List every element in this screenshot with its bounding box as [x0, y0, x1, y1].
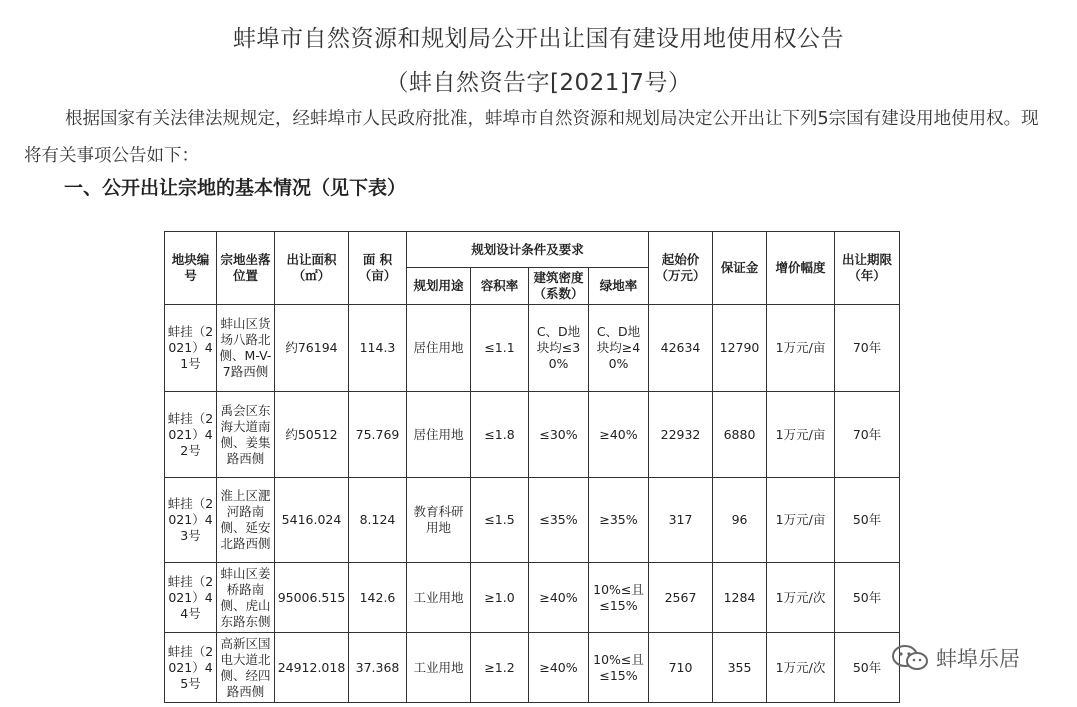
cell-plot-no: 蚌挂（2021）45号 — [165, 633, 217, 703]
cell-area-mu: 8.124 — [349, 478, 407, 563]
cell-plot-no: 蚌挂（2021）42号 — [165, 392, 217, 478]
cell-area-m2: 约50512 — [275, 392, 349, 478]
cell-use: 工业用地 — [407, 633, 471, 703]
cell-area-m2: 95006.515 — [275, 563, 349, 633]
header-plot-no: 地块编号 — [165, 232, 217, 305]
cell-start-price: 317 — [649, 478, 713, 563]
cell-green: 10%≤且≤15% — [589, 563, 649, 633]
watermark-text: 蚌埠乐居 — [936, 647, 1020, 671]
wechat-icon — [890, 644, 930, 672]
cell-location: 禹会区东海大道南侧、姜集路西侧 — [217, 392, 275, 478]
cell-plot-no: 蚌挂（2021）44号 — [165, 563, 217, 633]
cell-density: ≤35% — [529, 478, 589, 563]
cell-increment: 1万元/次 — [767, 633, 835, 703]
cell-area-m2: 约76194 — [275, 305, 349, 392]
cell-increment: 1万元/次 — [767, 563, 835, 633]
header-density: 建筑密度（系数） — [529, 268, 589, 305]
cell-term: 70年 — [835, 392, 900, 478]
header-increment: 增价幅度 — [767, 232, 835, 305]
header-area-mu: 面 积（亩） — [349, 232, 407, 305]
header-area-m2: 出让面积（㎡） — [275, 232, 349, 305]
table-row — [165, 478, 900, 563]
cell-deposit: 355 — [713, 633, 767, 703]
cell-use: 居住用地 — [407, 392, 471, 478]
intro-paragraph: 根据国家有关法律法规规定，经蚌埠市人民政府批准，蚌埠市自然资源和规划局决定公开出让下列5宗国有建设用地使用权。现将有关事项公告如下： — [24, 109, 1039, 166]
table-row — [165, 305, 900, 392]
cell-start-price: 42634 — [649, 305, 713, 392]
cell-use: 居住用地 — [407, 305, 471, 392]
cell-green: 10%≤且≤15% — [589, 633, 649, 703]
cell-far: ≤1.1 — [471, 305, 529, 392]
header-location: 宗地坐落位置 — [217, 232, 275, 305]
cell-start-price: 710 — [649, 633, 713, 703]
cell-area-mu: 114.3 — [349, 305, 407, 392]
cell-area-m2: 5416.024 — [275, 478, 349, 563]
cell-density: C、D地块均≤30% — [529, 305, 589, 392]
cell-far: ≥1.2 — [471, 633, 529, 703]
header-far: 容积率 — [471, 268, 529, 305]
cell-start-price: 2567 — [649, 563, 713, 633]
cell-area-m2: 24912.018 — [275, 633, 349, 703]
watermark — [890, 643, 1020, 673]
cell-deposit: 1284 — [713, 563, 767, 633]
cell-green: ≥35% — [589, 478, 649, 563]
cell-increment: 1万元/亩 — [767, 392, 835, 478]
cell-area-mu: 142.6 — [349, 563, 407, 633]
cell-deposit: 96 — [713, 478, 767, 563]
cell-far: ≥1.0 — [471, 563, 529, 633]
table-row — [165, 392, 900, 478]
cell-term: 50年 — [835, 478, 900, 563]
cell-increment: 1万元/亩 — [767, 305, 835, 392]
cell-plot-no: 蚌挂（2021）43号 — [165, 478, 217, 563]
cell-plot-no: 蚌挂（2021）41号 — [165, 305, 217, 392]
cell-green: C、D地块均≥40% — [589, 305, 649, 392]
cell-density: ≥40% — [529, 633, 589, 703]
header-green: 绿地率 — [589, 268, 649, 305]
cell-green: ≥40% — [589, 392, 649, 478]
cell-start-price: 22932 — [649, 392, 713, 478]
table-row — [165, 563, 900, 633]
cell-use: 教育科研用地 — [407, 478, 471, 563]
cell-deposit: 6880 — [713, 392, 767, 478]
cell-increment: 1万元/亩 — [767, 478, 835, 563]
land-parcel-table — [164, 231, 900, 703]
table-row — [165, 633, 900, 703]
cell-term: 50年 — [835, 563, 900, 633]
document-title: 蚌埠市自然资源和规划局公开出让国有建设用地使用权公告 — [233, 26, 844, 52]
cell-term: 50年 — [835, 633, 900, 703]
cell-term: 70年 — [835, 305, 900, 392]
header-term: 出让期限（年） — [835, 232, 900, 305]
cell-location: 淮上区淝河路南侧、延安北路西侧 — [217, 478, 275, 563]
cell-use: 工业用地 — [407, 563, 471, 633]
cell-location: 蚌山区姜桥路南侧、虎山东路东侧 — [217, 563, 275, 633]
cell-density: ≤30% — [529, 392, 589, 478]
header-deposit: 保证金 — [713, 232, 767, 305]
header-use: 规划用途 — [407, 268, 471, 305]
cell-area-mu: 37.368 — [349, 633, 407, 703]
cell-far: ≤1.5 — [471, 478, 529, 563]
cell-area-mu: 75.769 — [349, 392, 407, 478]
document-number: （蚌自然资告字[2021]7号） — [385, 70, 692, 96]
cell-location: 蚌山区货场八路北侧、M-V-7路西侧 — [217, 305, 275, 392]
cell-location: 高新区国电大道北侧、经四路西侧 — [217, 633, 275, 703]
cell-far: ≤1.8 — [471, 392, 529, 478]
header-planning-group: 规划设计条件及要求 — [407, 232, 649, 268]
section-heading: 一、公开出让宗地的基本情况（见下表） — [64, 177, 407, 199]
header-start-price: 起始价（万元） — [649, 232, 713, 305]
cell-deposit: 12790 — [713, 305, 767, 392]
cell-density: ≥40% — [529, 563, 589, 633]
